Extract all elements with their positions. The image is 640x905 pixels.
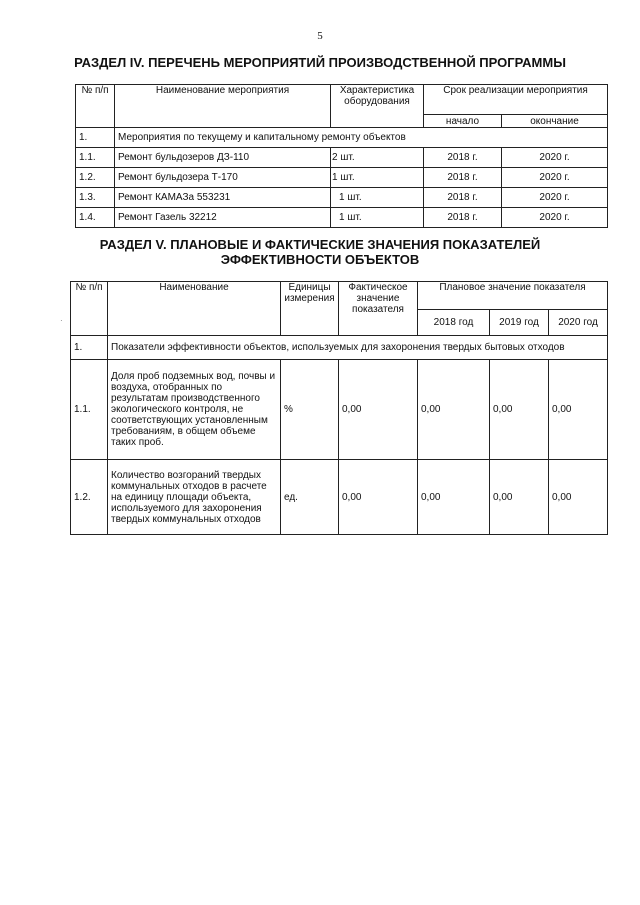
cell-2019: 0,00 (490, 460, 549, 535)
cell-unit: % (281, 360, 339, 460)
header-unit: Единицы измерения (281, 282, 339, 336)
cell-2018: 0,00 (418, 360, 490, 460)
table-row (76, 208, 608, 228)
cell-num: 1. (76, 128, 115, 148)
cell-name: Количество возгораний твердых коммунальных отходов в расчете на единицу площади объекта, используемого для захоронения твердых коммунальных отходов (108, 460, 281, 535)
cell-num: 1.2. (76, 168, 115, 188)
header-name: Наименование мероприятия (115, 85, 331, 128)
header-2020: 2020 год (549, 310, 608, 336)
cell-start: 2018 г. (424, 168, 502, 188)
cell-name: Ремонт бульдозера Т-170 (115, 168, 331, 188)
table-row (76, 168, 608, 188)
header-2018: 2018 год (418, 310, 490, 336)
cell-equipment: 1 шт. (331, 208, 424, 228)
cell-actual: 0,00 (339, 360, 418, 460)
cell-2020: 0,00 (549, 460, 608, 535)
header-name: Наименование (108, 282, 281, 336)
cell-2018: 0,00 (418, 460, 490, 535)
table-row (76, 128, 608, 148)
cell-equipment: 2 шт. (331, 148, 424, 168)
cell-start: 2018 г. (424, 148, 502, 168)
cell-actual: 0,00 (339, 460, 418, 535)
section4-title: РАЗДЕЛ IV. ПЕРЕЧЕНЬ МЕРОПРИЯТИЙ ПРОИЗВОДСТВЕННОЙ ПРОГРАММЫ (74, 55, 566, 70)
cell-num: 1.1. (71, 360, 108, 460)
cell-group-name: Показатели эффективности объектов, используемых для захоронения твердых бытовых отходов (108, 336, 608, 360)
table-row (71, 360, 608, 460)
cell-end: 2020 г. (502, 168, 608, 188)
stray-mark: · (60, 316, 63, 325)
cell-end: 2020 г. (502, 188, 608, 208)
section5-title-line1: РАЗДЕЛ V. ПЛАНОВЫЕ И ФАКТИЧЕСКИЕ ЗНАЧЕНИЯ ПОКАЗАТЕЛЕЙ (99, 237, 541, 252)
section4-table (75, 84, 608, 228)
cell-2019: 0,00 (490, 360, 549, 460)
cell-name: Доля проб подземных вод, почвы и воздуха, отобранных по результатам производственного экологического контроля, не соответствующих установленным требованиям, в общем объеме таких проб. (108, 360, 281, 460)
cell-num: 1.3. (76, 188, 115, 208)
cell-2020: 0,00 (549, 360, 608, 460)
header-end: окончание (502, 115, 608, 128)
header-period: Срок реализации мероприятия (424, 85, 608, 115)
header-equipment: Характеристика оборудования (331, 85, 424, 128)
cell-num: 1.1. (76, 148, 115, 168)
cell-group-name: Мероприятия по текущему и капитальному ремонту объектов (115, 128, 608, 148)
page-number: 5 (317, 30, 323, 42)
cell-name: Ремонт Газель 32212 (115, 208, 331, 228)
cell-unit: ед. (281, 460, 339, 535)
header-num: № п/п (71, 282, 108, 336)
cell-end: 2020 г. (502, 208, 608, 228)
cell-end: 2020 г. (502, 148, 608, 168)
section5-table (70, 281, 608, 535)
table-header-row (76, 85, 608, 115)
table-row (71, 336, 608, 360)
cell-name: Ремонт бульдозеров ДЗ-110 (115, 148, 331, 168)
table-row (76, 188, 608, 208)
cell-name: Ремонт КАМАЗа 553231 (115, 188, 331, 208)
cell-num: 1.2. (71, 460, 108, 535)
header-num: № п/п (76, 85, 115, 128)
table-header-row (71, 282, 608, 310)
header-start: начало (424, 115, 502, 128)
header-actual: Фактическое значение показателя (339, 282, 418, 336)
table-row (76, 148, 608, 168)
header-2019: 2019 год (490, 310, 549, 336)
cell-start: 2018 г. (424, 188, 502, 208)
section5-title-line2: ЭФФЕКТИВНОСТИ ОБЪЕКТОВ (220, 252, 420, 267)
cell-equipment: 1 шт. (331, 188, 424, 208)
table-row (71, 460, 608, 535)
header-plan: Плановое значение показателя (418, 282, 608, 310)
cell-num: 1.4. (76, 208, 115, 228)
cell-start: 2018 г. (424, 208, 502, 228)
cell-equipment: 1 шт. (331, 168, 424, 188)
cell-num: 1. (71, 336, 108, 360)
